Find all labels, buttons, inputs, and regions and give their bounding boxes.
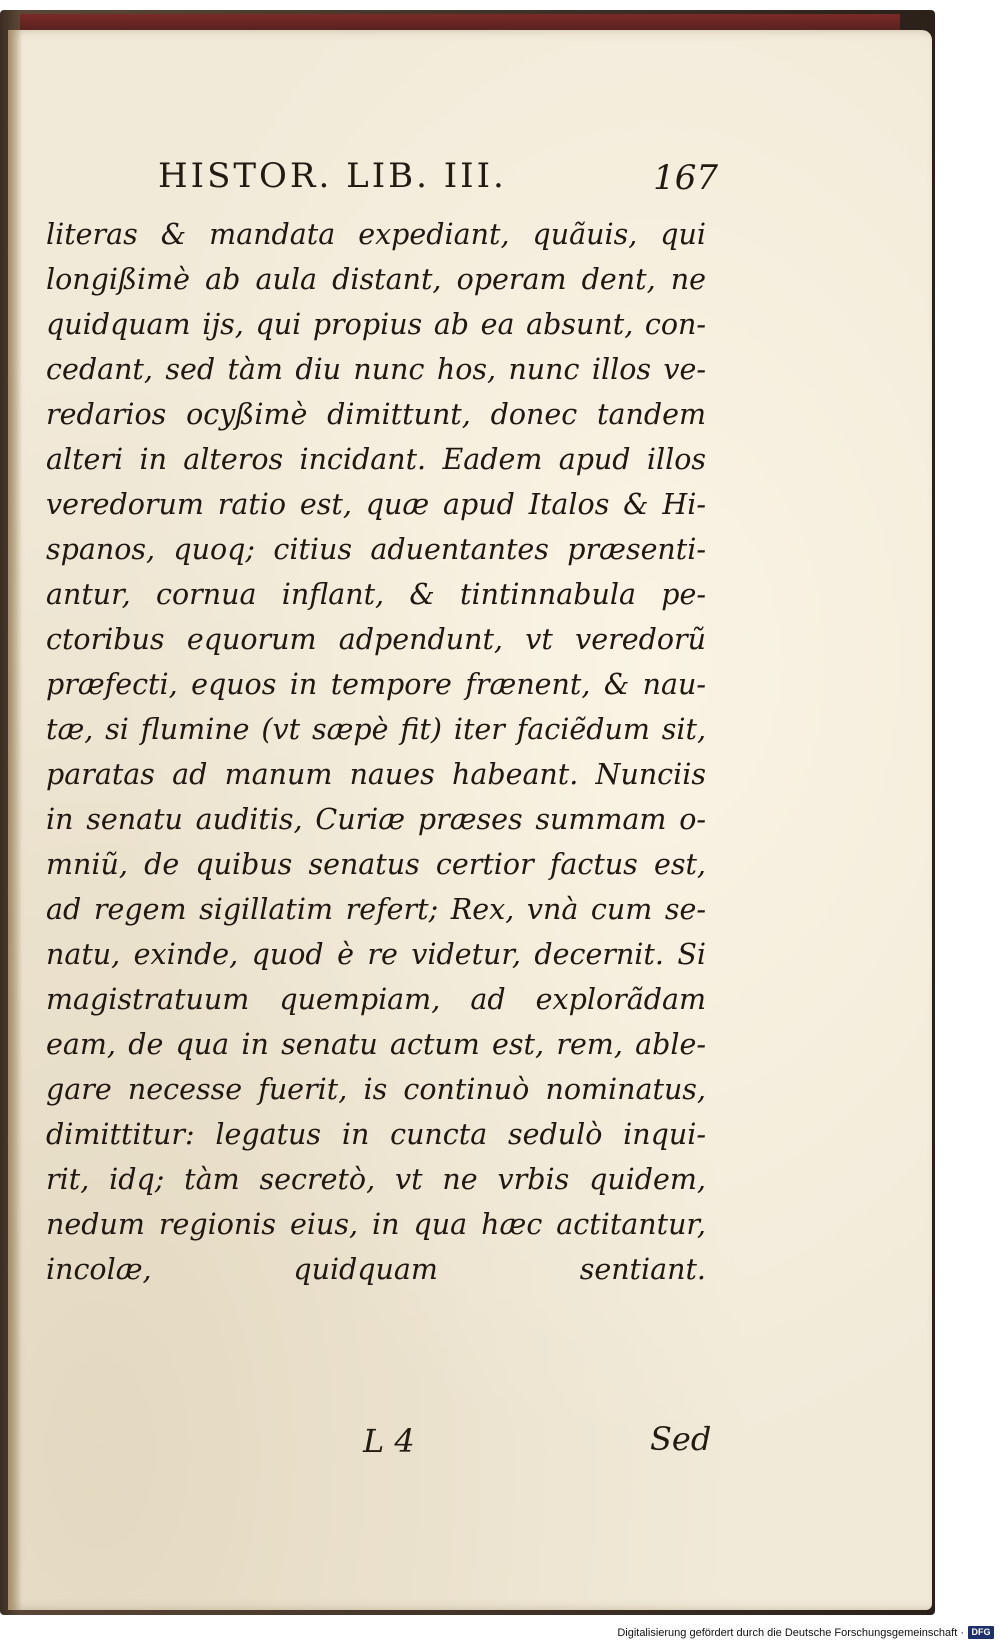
page-number: 167 <box>653 158 718 198</box>
running-head <box>158 156 718 206</box>
text-line: ad regem sigillatim refert; Rex, vnà cum se- <box>46 893 706 926</box>
text-line: magistratuum quempiam, ad explorãdam <box>46 983 706 1016</box>
text-line: natu, exinde, quod è re videtur, decernit. Si <box>46 938 706 971</box>
text-line: in senatu auditis, Curiæ præses summam o- <box>46 803 706 836</box>
funding-credit: Digitalisierung gefördert durch die Deutsche Forschungsgemeinschaft · <box>617 1627 964 1639</box>
text-line: gare necesse fuerit, is continuò nominatus, <box>46 1073 706 1106</box>
running-title: HISTOR. LIB. III. <box>158 156 507 196</box>
dfg-logo: DFG <box>968 1626 994 1639</box>
text-line: spanos, quoq; citius aduentantes præsenti- <box>46 533 706 566</box>
text-line: mniũ, de quibus senatus certior factus est, <box>46 848 706 881</box>
text-line: longißimè ab aula distant, operam dent, ne <box>46 263 706 296</box>
text-line: incolæ, quidquam sentiant. <box>46 1253 706 1286</box>
text-line: rit, idq; tàm secretò, vt ne vrbis quidem, <box>46 1163 706 1196</box>
catchword: Sed <box>650 1420 712 1458</box>
text-line: cedant, sed tàm diu nunc hos, nunc illos ve- <box>46 353 706 386</box>
text-line: dimittitur: legatus in cuncta sedulò inqui- <box>46 1118 706 1151</box>
text-line: literas & mandata expediant, quãuis, qui <box>46 218 706 251</box>
text-line: redarios ocyßimè dimittunt, donec tandem <box>46 398 706 431</box>
text-line: præfecti, equos in tempore frænent, & nau- <box>46 668 706 701</box>
text-line: ctoribus equorum adpendunt, vt veredorũ <box>46 623 706 656</box>
text-line: alteri in alteros incidant. Eadem apud illos <box>46 443 706 476</box>
text-line: nedum regionis eius, in qua hæc actitantur, <box>46 1208 706 1241</box>
signature-mark: L 4 <box>363 1422 415 1460</box>
credit-bar <box>0 1622 1000 1642</box>
text-line: antur, cornua inflant, & tintinnabula pe- <box>46 578 706 611</box>
text-line: veredorum ratio est, quæ apud Italos & Hi- <box>46 488 706 521</box>
page-gutter-shadow <box>8 30 22 1610</box>
text-line: quidquam ijs, qui propius ab ea absunt, con- <box>46 308 706 341</box>
text-line: tæ, si flumine (vt sæpè fit) iter faciẽdum sit, <box>46 713 706 746</box>
text-line: eam, de qua in senatu actum est, rem, able- <box>46 1028 706 1061</box>
book-page <box>8 30 932 1610</box>
body-text <box>46 212 706 1292</box>
text-line: paratas ad manum naues habeant. Nunciis <box>46 758 706 791</box>
